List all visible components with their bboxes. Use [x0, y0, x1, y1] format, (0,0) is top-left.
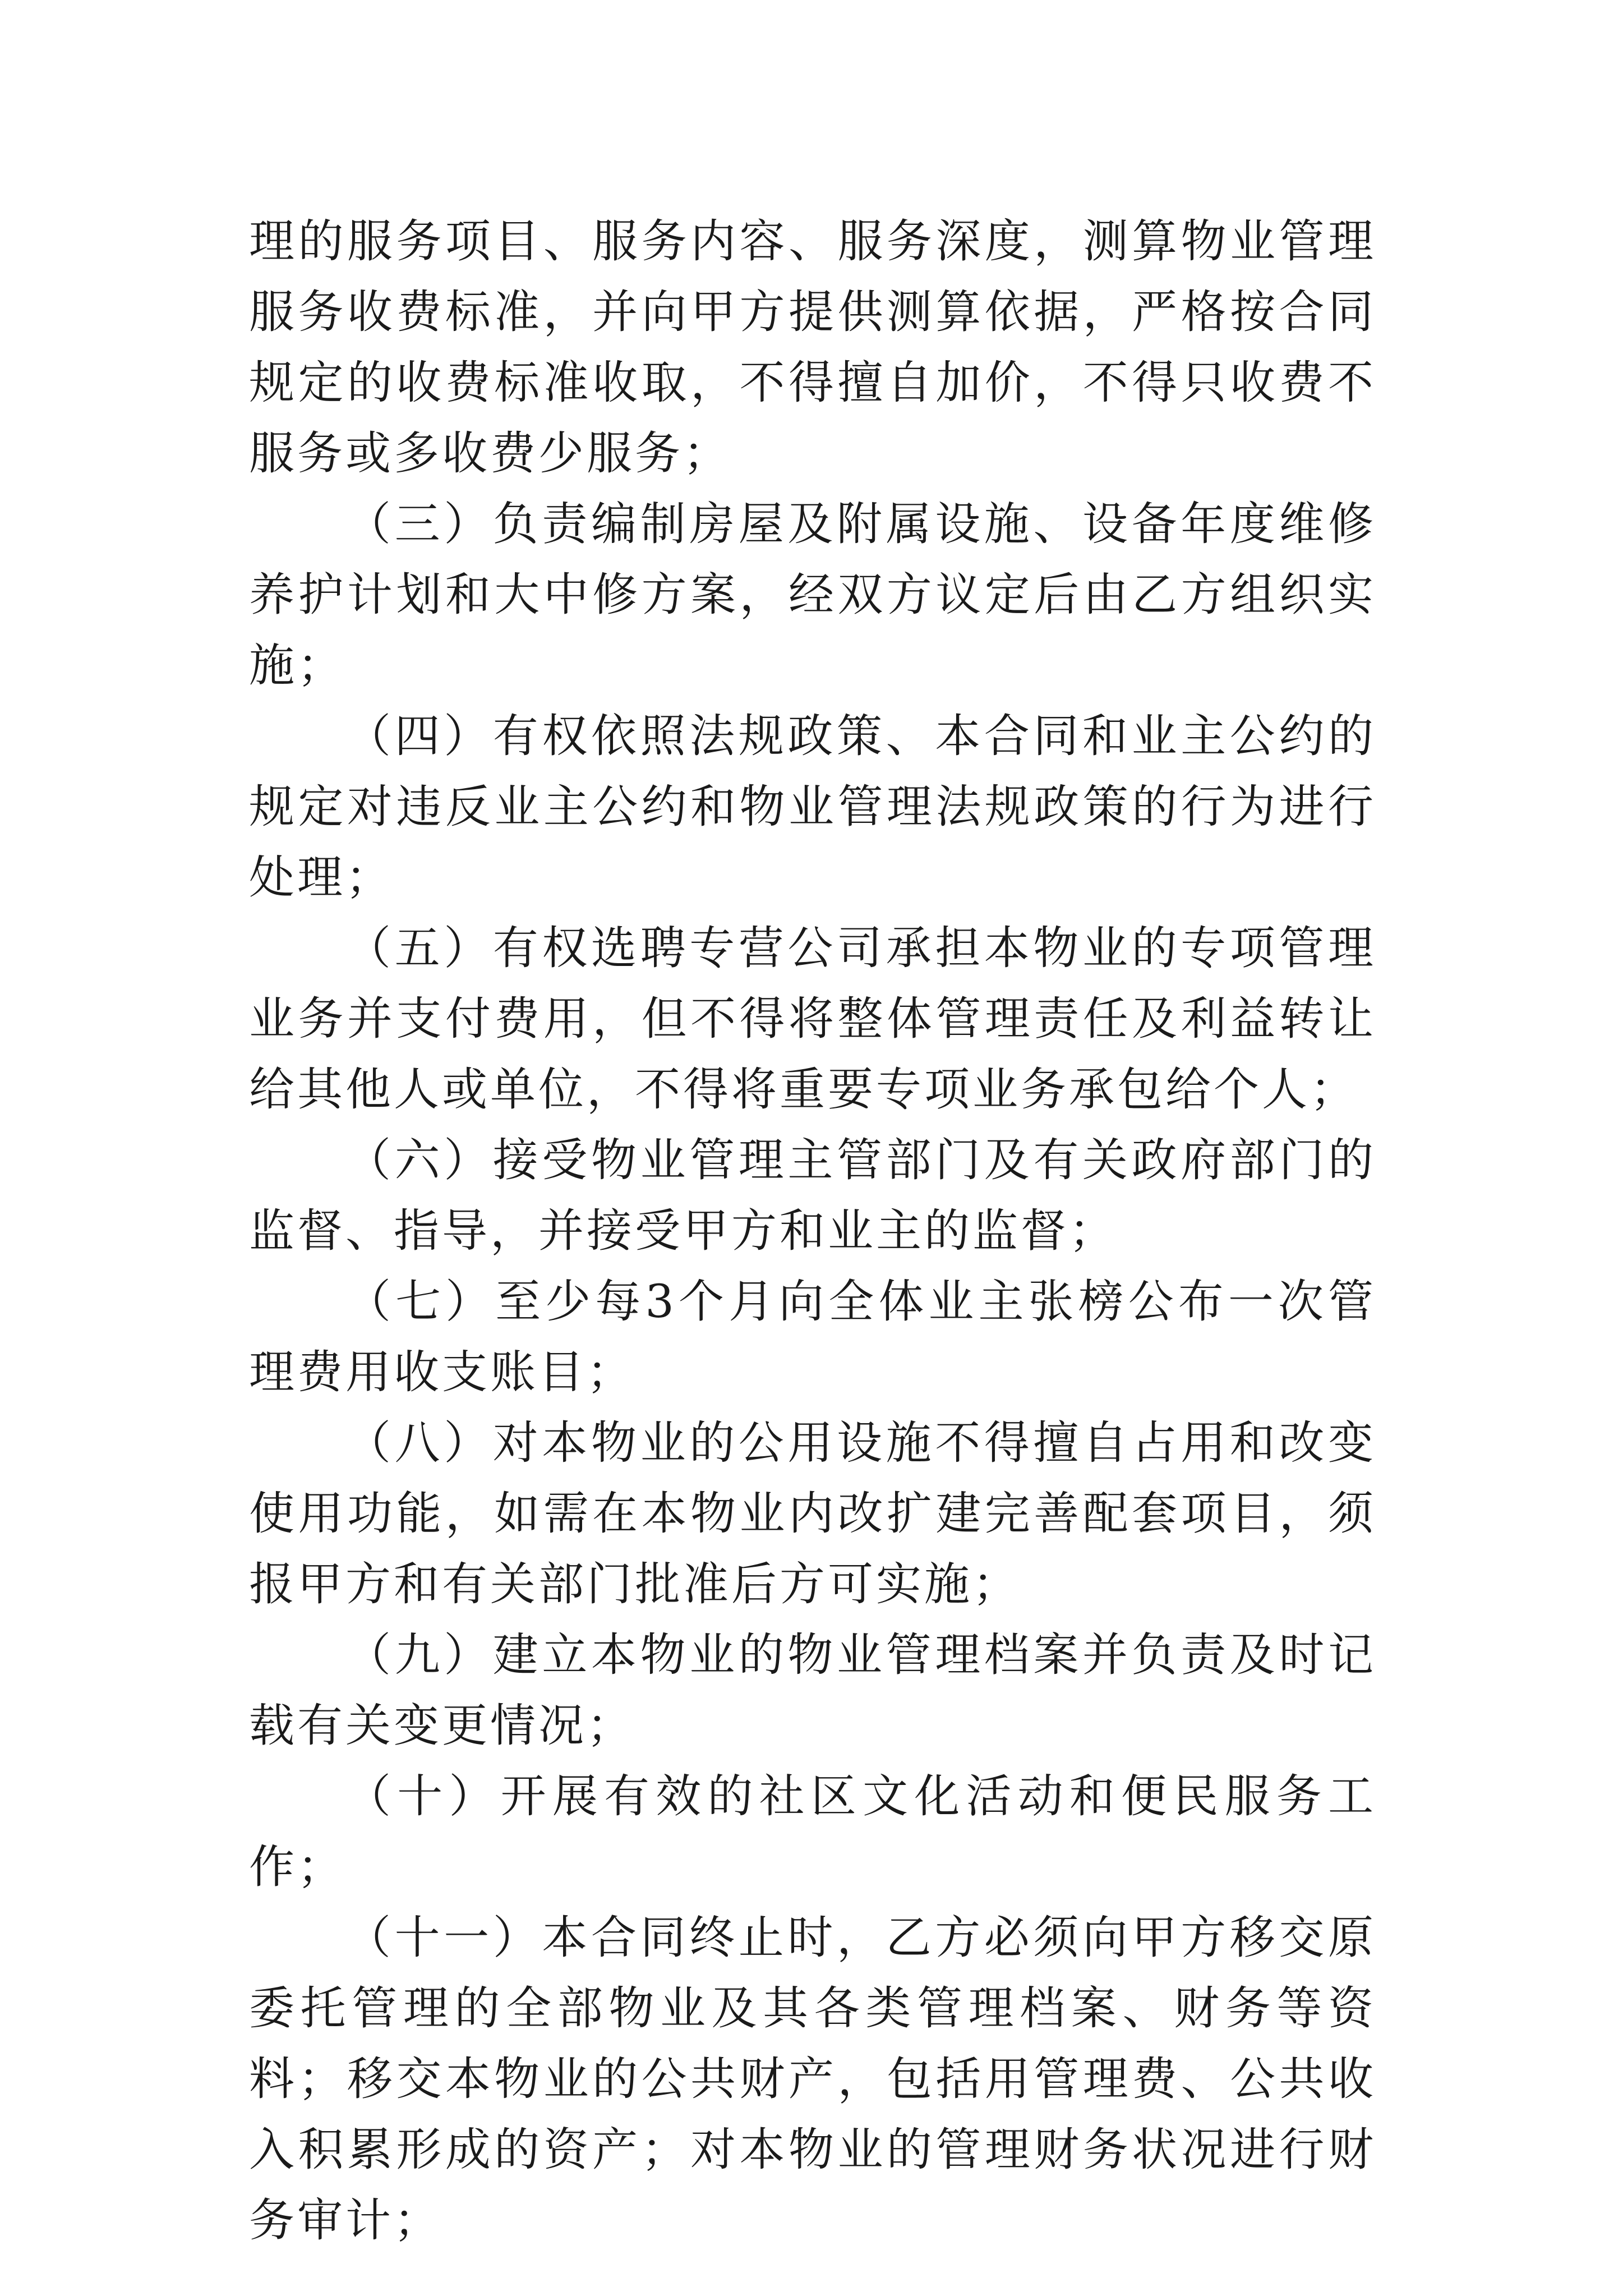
paragraph-item-6: （六）接受物业管理主管部门及有关政府部门的监督、指导，并接受甲方和业主的监督；	[249, 1134, 1376, 1258]
paragraph-item-3: （三）负责编制房屋及附属设施、设备年度维修养护计划和大中修方案，经双方议定后由乙方组织实施；	[249, 498, 1376, 692]
paragraph-continuation: 理的服务项目、服务内容、服务深度，测算物业管理服务收费标准，并向甲方提供测算依据，严格按合同规定的收费标准收取，不得擅自加价，不得只收费不服务或多收费少服务；	[249, 215, 1376, 480]
paragraph-item-10: （十）开展有效的社区文化活动和便民服务工作；	[249, 1770, 1376, 1894]
paragraph-item-4: （四）有权依照法规政策、本合同和业主公约的规定对违反业主公约和物业管理法规政策的行为进行处理；	[249, 710, 1376, 904]
paragraph-item-7: （七）至少每3个月向全体业主张榜公布一次管理费用收支账目；	[249, 1276, 1376, 1399]
paragraph-item-11: （十一）本合同终止时，乙方必须向甲方移交原委托管理的全部物业及其各类管理档案、财务等资料；移交本物业的公共财产，包括用管理费、公共收入积累形成的资产；对本物业的管理财务状况进行财务审计；	[249, 1912, 1376, 2247]
paragraph-item-5: （五）有权选聘专营公司承担本物业的专项管理业务并支付费用，但不得将整体管理责任及利益转让给其他人或单位，不得将重要专项业务承包给个人；	[249, 922, 1376, 1116]
document-body	[249, 206, 1376, 2256]
paragraph-item-9: （九）建立本物业的物业管理档案并负责及时记载有关变更情况；	[249, 1629, 1376, 1752]
paragraph-item-8: （八）对本物业的公用设施不得擅自占用和改变使用功能，如需在本物业内改扩建完善配套项目，须报甲方和有关部门批准后方可实施；	[249, 1417, 1376, 1611]
